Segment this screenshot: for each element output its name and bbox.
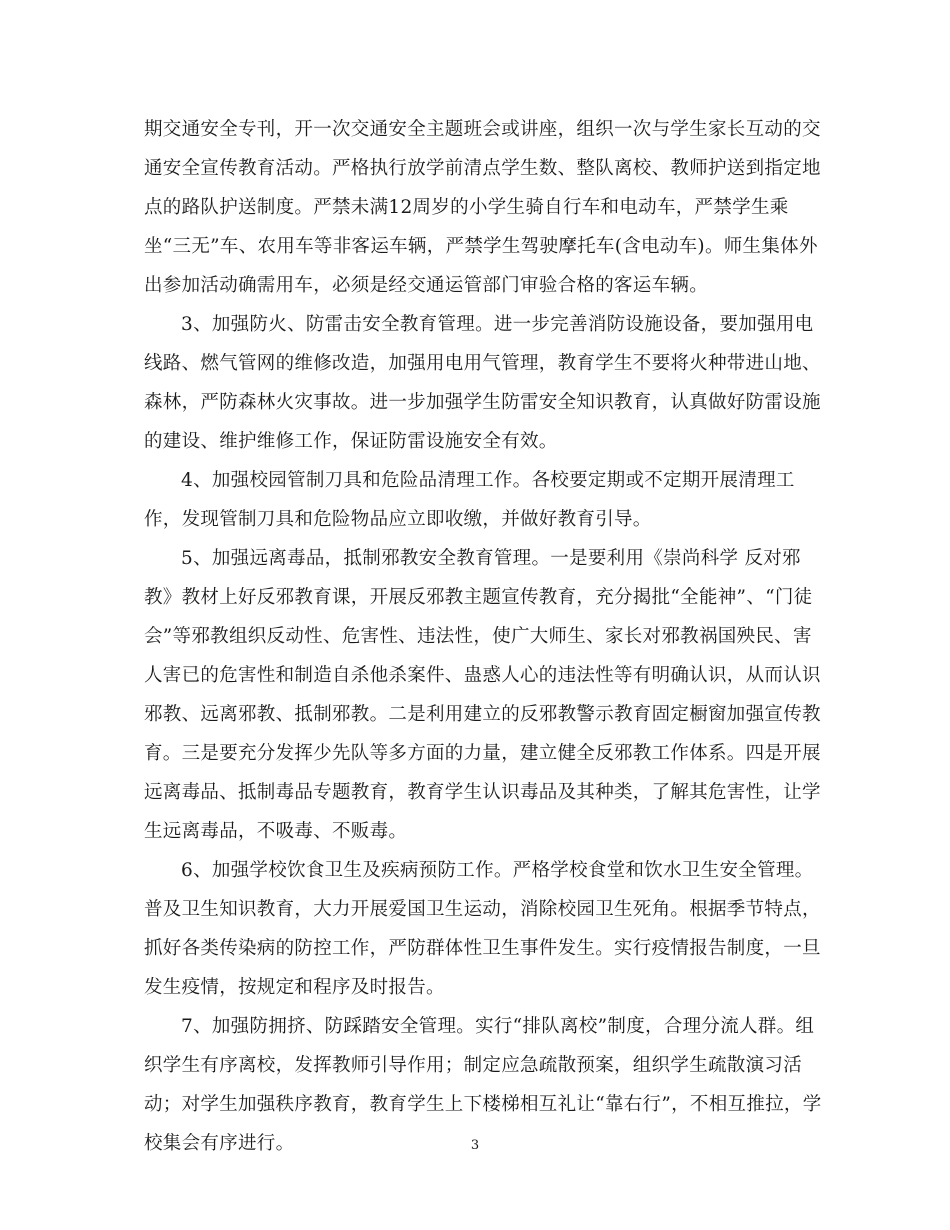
text-line: 线路、燃气管网的维修改造，加强用电用气管理，教育学生不要将火种带进山地、 (144, 353, 821, 374)
text-line: 织学生有序离校，发挥教师引导作用；制定应急疏散预案，组织学生疏散演习活 (144, 1055, 803, 1076)
page-number: 3 (470, 1138, 480, 1153)
paragraph-6-heading-line: 6、加强学校饮食卫生及疾病预防工作。严格学校食堂和饮水卫生安全管理。 (181, 860, 814, 881)
paragraph-5-heading-line: 5、加强远离毒品，抵制邪教安全教育管理。一是要利用《崇尚科学 反对邪 (181, 548, 801, 569)
text-line: 生远离毒品，不吸毒、不贩毒。 (144, 821, 408, 842)
text-line: 育。三是要充分发挥少先队等多方面的力量，建立健全反邪教工作体系。四是开展 (144, 743, 821, 764)
text-line: 邪教、远离邪教、抵制邪教。二是利用建立的反邪教警示教育固定橱窗加强宣传教 (144, 704, 821, 725)
text-line: 的建设、维护维修工作，保证防雷设施安全有效。 (144, 431, 558, 452)
text-line: 发生疫情，按规定和程序及时报告。 (144, 977, 445, 998)
paragraph-3-heading-line: 3、加强防火、防雷击安全教育管理。进一步完善消防设施设备，要加强用电 (181, 314, 814, 335)
text-line: 远离毒品、抵制毒品专题教育，教育学生认识毒品及其种类，了解其危害性，让学 (144, 782, 821, 803)
text-line: 教》教材上好反邪教育课，开展反邪教主题宣传教育，充分揭批“全能神”、“门徒 (144, 587, 813, 608)
text-line: 校集会有序进行。 (144, 1133, 295, 1154)
paragraph-7-heading-line: 7、加强防拥挤、防踩踏安全管理。实行“排队离校”制度，合理分流人群。组 (181, 1016, 815, 1037)
text-line: 抓好各类传染病的防控工作，严防群体性卫生事件发生。实行疫情报告制度，一旦 (144, 938, 821, 959)
text-line: 森林，严防森林火灾事故。进一步加强学生防雷安全知识教育，认真做好防雷设施 (144, 392, 821, 413)
text-line: 作，发现管制刀具和危险物品应立即收缴，并做好教育引导。 (144, 509, 652, 530)
text-line: 通安全宣传教育活动。严格执行放学前清点学生数、整队离校、教师护送到指定地 (144, 158, 821, 179)
text-line: 会”等邪教组织反动性、危害性、违法性，使广大师生、家长对邪教祸国殃民、害 (144, 626, 812, 647)
text-line: 出参加活动确需用车，必须是经交通运管部门审验合格的客运车辆。 (144, 275, 709, 296)
text-line: 坐“三无”车、农用车等非客运车辆，严禁学生驾驶摩托车(含电动车)。师生集体外 (144, 236, 818, 257)
text-line: 动；对学生加强秩序教育，教育学生上下楼梯相互礼让“靠右行”，不相互推拉，学 (144, 1094, 822, 1115)
text-line: 人害已的危害性和制造自杀他杀案件、蛊惑人心的违法性等有明确认识，从而认识 (144, 665, 821, 686)
text-line: 期交通安全专刊，开一次交通安全主题班会或讲座，组织一次与学生家长互动的交 (144, 119, 821, 140)
paragraph-4-heading-line: 4、加强校园管制刀具和危险品清理工作。各校要定期或不定期开展清理工 (181, 470, 795, 491)
text-line: 点的路队护送制度。严禁未满12周岁的小学生骑自行车和电动车，严禁学生乘 (144, 197, 789, 218)
text-line: 普及卫生知识教育，大力开展爱国卫生运动，消除校园卫生死角。根据季节特点， (144, 899, 821, 920)
